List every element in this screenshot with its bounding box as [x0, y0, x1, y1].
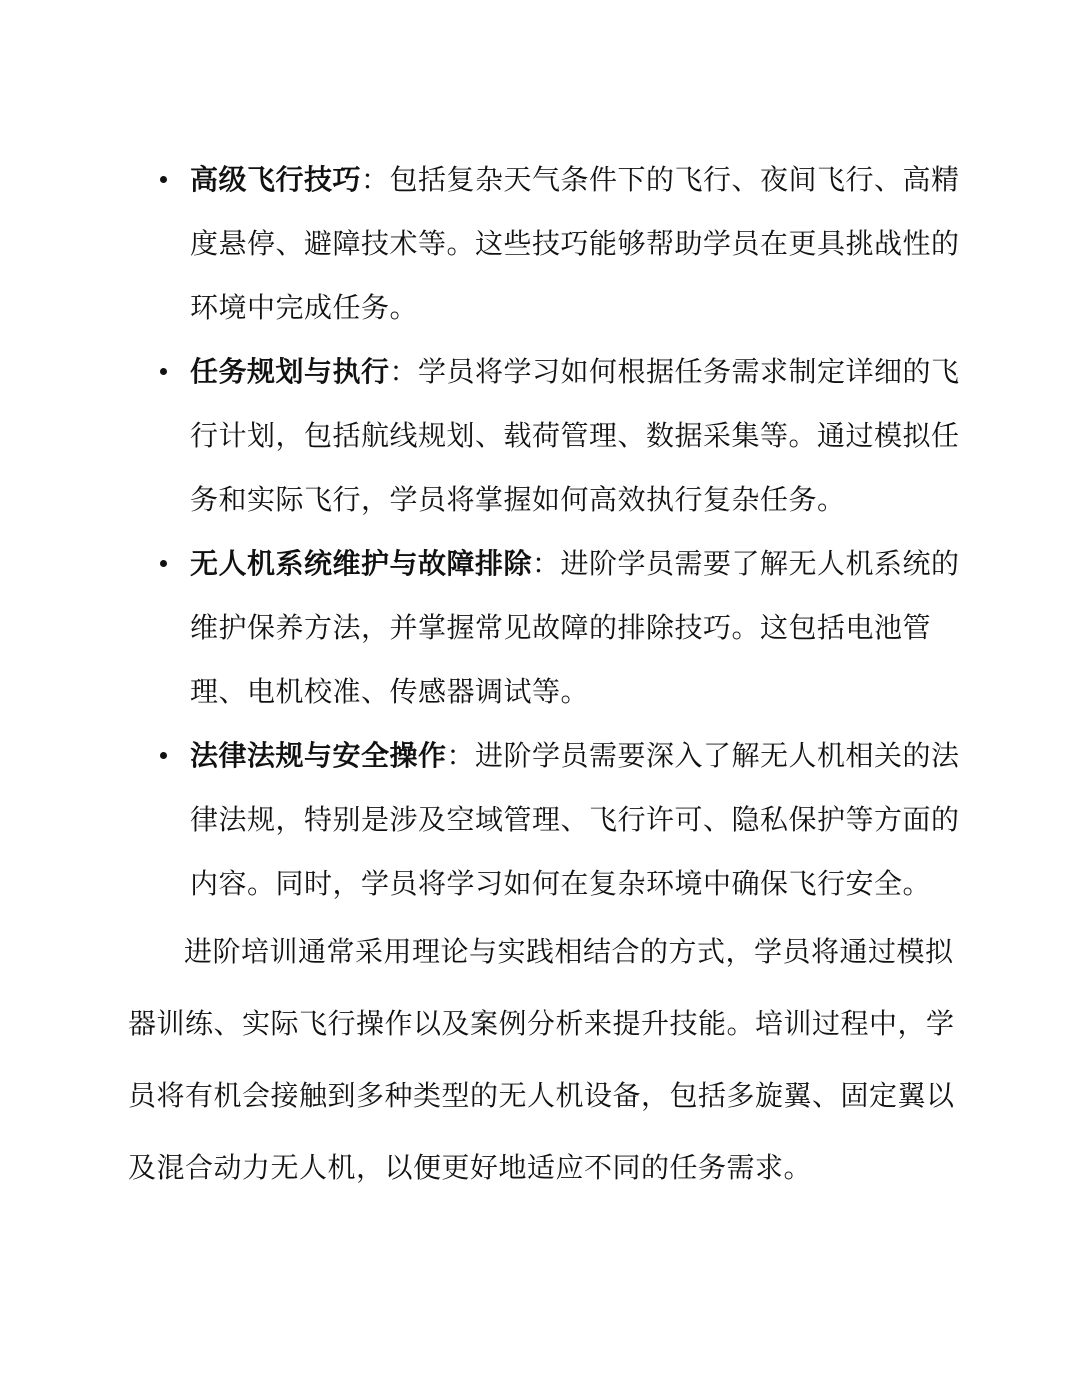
bullet-term: 任务规划与执行	[190, 355, 390, 388]
list-item	[190, 724, 960, 916]
closing-paragraph: 进阶培训通常采用理论与实践相结合的方式，学员将通过模拟器训练、实际飞行操作以及案例分析来提升技能。培训过程中，学员将有机会接触到多种类型的无人机设备，包括多旋翼、固定翼以及混合动力无人机，以便更好地适应不同的任务需求。	[128, 935, 955, 1184]
bullet-term: 无人机系统维护与故障排除	[190, 547, 533, 580]
bullet-separator: ：	[532, 547, 561, 580]
bullet-icon	[160, 560, 167, 567]
list-item	[190, 340, 960, 532]
bullet-icon	[160, 752, 167, 759]
list-item	[190, 148, 960, 340]
document-body	[0, 148, 1080, 1204]
bullet-description: 包括复杂天气条件下的飞行、夜间飞行、高精度悬停、避障技术等。这些技巧能够帮助学员在更具挑战性的环境中完成任务。	[190, 163, 960, 324]
bullet-list	[0, 148, 1080, 916]
bullet-term: 高级飞行技巧	[190, 163, 362, 196]
bullet-separator: ：	[361, 163, 390, 196]
bullet-icon	[160, 368, 167, 375]
bullet-separator: ：	[389, 355, 419, 388]
bullet-description: 进阶学员需要了解无人机系统的维护保养方法，并掌握常见故障的排除技巧。这包括电池管理、电机校准、传感器调试等。	[190, 547, 960, 708]
bullet-term: 法律法规与安全操作	[190, 739, 447, 772]
list-item	[190, 532, 960, 724]
bullet-separator: ：	[446, 739, 476, 772]
bullet-description: 学员将学习如何根据任务需求制定详细的飞行计划，包括航线规划、载荷管理、数据采集等。通过模拟任务和实际飞行，学员将掌握如何高效执行复杂任务。	[190, 355, 960, 516]
bullet-description: 进阶学员需要深入了解无人机相关的法律法规，特别是涉及空域管理、飞行许可、隐私保护等方面的内容。同时，学员将学习如何在复杂环境中确保飞行安全。	[190, 739, 960, 900]
bullet-icon	[160, 176, 167, 183]
